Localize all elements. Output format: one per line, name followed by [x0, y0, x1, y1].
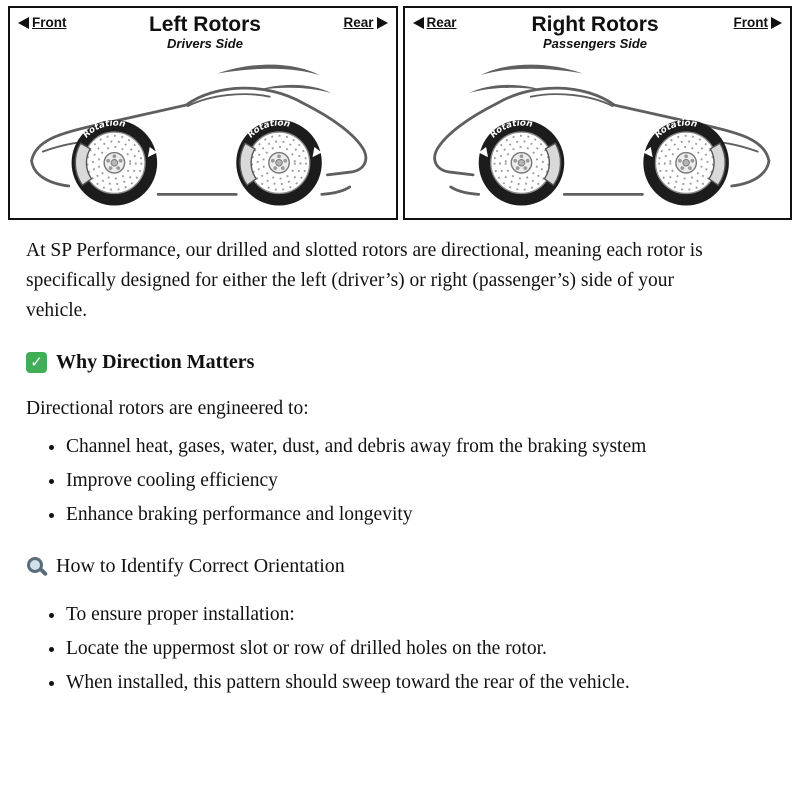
left-rotors-panel [8, 6, 398, 220]
rotor-direction-diagram [8, 6, 792, 220]
heading-text: How to Identify Correct Orientation [56, 554, 345, 577]
panel-title: Left Rotors [148, 13, 261, 36]
direction-label-text: Rear [426, 15, 457, 30]
right-panel-titles [531, 13, 658, 51]
car-shape-mirrored [434, 65, 768, 206]
rotation-label: Rotation [652, 118, 698, 141]
right-rotors-panel [403, 6, 793, 220]
identify-orientation-heading [26, 551, 774, 582]
benefits-list [40, 432, 774, 531]
list-item: • To ensure proper installation: [66, 600, 774, 630]
why-direction-matters-heading [26, 347, 774, 378]
front-direction-label [18, 15, 67, 30]
right-car-illustration [405, 53, 791, 213]
rear-direction-label [343, 15, 387, 30]
left-panel-titles [149, 13, 261, 51]
list-item: • Locate the uppermost slot or row of drilled holes on the rotor. [66, 634, 774, 664]
list-item: • Enhance braking performance and longevity [66, 500, 774, 530]
panel-subtitle: Passengers Side [542, 36, 648, 52]
car-shape [32, 65, 366, 206]
article [8, 220, 792, 698]
direction-label-text: Front [733, 15, 768, 30]
heading-text: Why Direction Matters [56, 350, 255, 373]
list-item: • When installed, this pattern should sweep toward the rear of the vehicle. [66, 668, 774, 698]
front-direction-label [734, 15, 783, 30]
left-panel-header [10, 8, 396, 51]
magnifier-icon [26, 556, 47, 577]
rotation-label: Rotation [81, 118, 127, 141]
panel-title: Right Rotors [531, 13, 659, 36]
orientation-list [40, 600, 774, 699]
rear-direction-label [413, 15, 457, 30]
arrow-right-icon [377, 17, 388, 29]
list-item: • Channel heat, gases, water, dust, and debris away from the braking system [66, 432, 774, 462]
intro-paragraph: At SP Performance, our drilled and slotted rotors are directional, meaning each rotor is specifically designed for either the left (driver’s) or right (passenger’s) side of your vehicle. [26, 240, 703, 322]
arrow-left-icon [18, 17, 29, 29]
left-car-illustration [10, 53, 396, 213]
arrow-right-icon [771, 17, 782, 29]
rotation-label: Rotation [246, 118, 291, 141]
arrow-left-icon [413, 17, 424, 29]
direction-label-text: Rear [343, 15, 374, 30]
list-item: • Improve cooling efficiency [66, 466, 774, 496]
right-panel-header [405, 8, 791, 51]
check-glyph: ✓ [30, 352, 43, 371]
rotation-label: Rotation [487, 118, 533, 141]
direction-label-text: Front [32, 15, 67, 30]
panel-subtitle: Drivers Side [167, 36, 243, 52]
benefits-lead: Directional rotors are engineered to: [26, 397, 309, 419]
check-icon [26, 352, 47, 373]
